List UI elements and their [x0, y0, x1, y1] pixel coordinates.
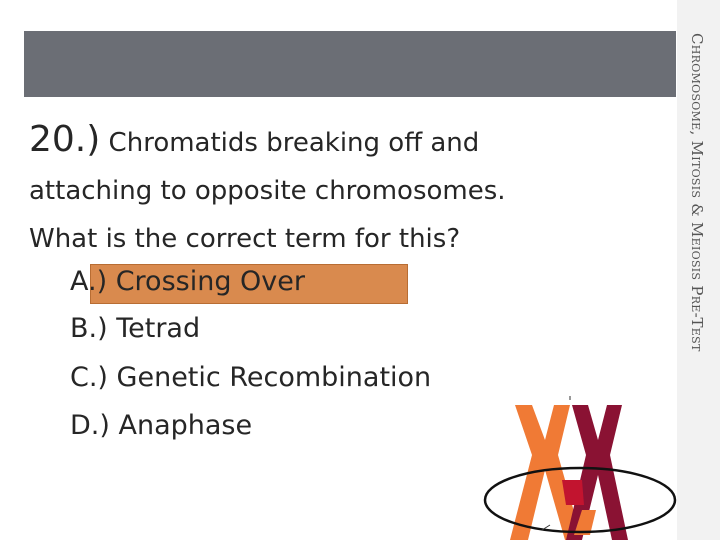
title-bar — [24, 31, 676, 97]
question-line-3: What is the correct term for this? — [29, 224, 461, 254]
side-title: Chromosome, Mitosis & Meiosis Pre-Test — [688, 33, 706, 352]
question-line-2: attaching to opposite chromosomes. — [29, 176, 506, 206]
option-c[interactable]: C.) Genetic Recombination — [70, 362, 432, 393]
crossing-over-illustration — [470, 380, 680, 540]
question-line-1 — [29, 116, 669, 167]
option-d[interactable]: D.) Anaphase — [70, 410, 253, 441]
question-line-1-text: Chromatids breaking off and — [100, 128, 480, 158]
question-text — [29, 116, 669, 263]
question-number: 20.) — [29, 119, 101, 160]
option-a[interactable]: A.) Crossing Over — [70, 266, 305, 297]
option-b[interactable]: B.) Tetrad — [70, 313, 201, 344]
maroon-chromosome — [566, 405, 628, 540]
